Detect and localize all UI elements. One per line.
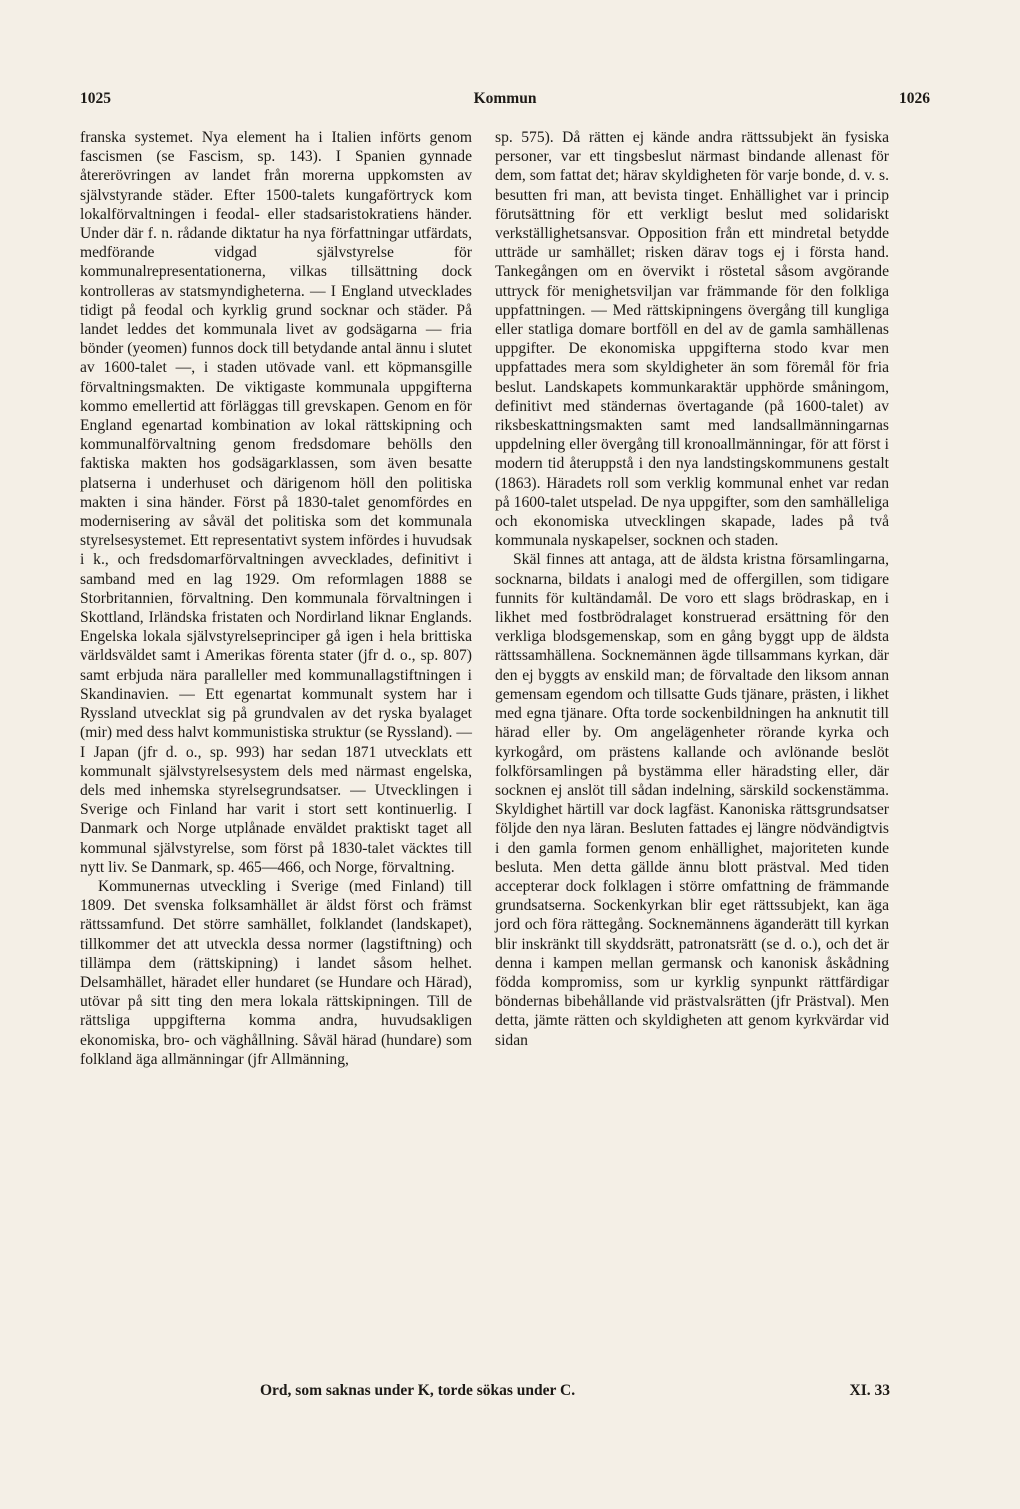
running-title: Kommun [473, 90, 537, 107]
page-number-left: 1025 [80, 90, 111, 107]
right-paragraph-1: sp. 575). Då rätten ej kände andra rättssubjekt än fysiska personer, var ett tingsbeslut närmast bindande allenast för dem, som fattat det; härav skyldigheten för varje bonde, d. v. s. besutten fri man, att bevista tinget. Enhällighet var i princip förutsättning för ett verkligt beslut med solidariskt verkställighetsansvar. Opposition från ett mindretal betydde utträde ur samhället; risken därav togs ej i första hand. Tankegången om en övervikt i röstetal såsom avgörande uttryck för menighetsviljan var främmande för den folkliga uppfattningen. — Med rättskipningens övergång till kungliga eller statliga domare bortföll en del av de gamla samhällenas uppgifter. De ekonomiska uppgifterna stodo kvar men uppfattades mera som skyldigheter än som föremål för fria beslut. Landskapets kommunkaraktär upphörde småningom, definitivt med ständernas övertagande (på 1600-talet) av riksbeskattningsmakten samt med landsallmänningarnas uppdelning eller övergång till kronoallmänningar, för att först i modern tid återuppstå i den nya landstingskommunens gestalt (1863). Häradets roll som verklig kommunal enhet var redan på 1600-talet utspelad. De nya uppgifter, som den samhälleliga och ekonomiska utvecklingen skapade, lades på två kommunala nyskapelser, socknen och staden. [495, 129, 889, 550]
right-column [495, 128, 889, 1050]
page-header [80, 90, 930, 112]
page-footer [260, 1382, 890, 1404]
signature-mark: XI. 33 [849, 1382, 890, 1399]
left-paragraph-1: franska systemet. Nya element ha i Italien införts genom fascismen (se Fascism, sp. 143). I Spanien gynnade återerövringen av landet från morerna uppkomsten av självstyrande städer. Efter 1500-talets kungaförtryck kom lokalförvaltningen i feodal- eller stadsaristokratiens händer. Under där f. n. rådande diktatur ha nya författningar utfärdats, medförande vidgad självstyrelse för kommunalrepresentationerna, vilkas tillsättning dock kontrolleras av statsmyndigheterna. — I England utvecklades tidigt på feodal och kyrklig grund socknar och städer. På landet leddes det kommunala livet av godsägarna — fria bönder (yeomen) funnos dock till betydande antal ännu i slutet av 1600-talet —, i staden utövade vanl. ett köpmansgille förvaltningsmakten. De viktigaste kommunala uppgifterna kommo emellertid att förläggas till grevskapen. Genom en för England egenartad kombination av lokal rättskipning och kommunalförvaltning genom fredsdomare behölls den faktiska makten hos godsägarklassen, som även besatte platserna i underhuset och därigenom höll den politiska makten i sina händer. Först på 1830-talet genomfördes en modernisering av såväl det politiska som det kommunala styrelsesystemet. Ett representativt system infördes i huvudsak i k., och fredsdomarförvaltningen avvecklades, definitivt i samband med en lag 1929. Om reformlagen 1888 se Storbritannien, förvaltning. Den kommunala förvaltningen i Skottland, Irländska fristaten och Nordirland liknar Englands. Engelska lokala självstyrelseprinciper gå igen i hela brittiska världsväldet samt i Amerikas förenta stater (jfr d. o., sp. 807) samt erbjuda nära paralleller med kommunallagstiftningen i Skandinavien. — Ett egenartat kommunalt system har i Ryssland utvecklat sig på grundvalen av det ryska byalaget (mir) med dess halvt kommunistiska struktur (se Ryssland). — I Japan (jfr d. o., sp. 993) har sedan 1871 utvecklats ett kommunalt självstyrelsesystem dels med närmast engelska, dels med inhemska styrelsegrundsatser. — Utvecklingen i Sverige och Finland har varit i stort sett kontinuerlig. I Danmark och Norge utplånade enväldet praktiskt taget all kommunal självstyrelse, som först på 1830-talet väcktes till nytt liv. Se Danmark, sp. 465—466, och Norge, förvaltning. [80, 129, 472, 876]
footer-note: Ord, som saknas under K, torde sökas under C. [260, 1382, 576, 1399]
left-paragraph-2: Kommunernas utveckling i Sverige (med Finland) till 1809. Det svenska folksamhället är äldst först och främst rättssamfund. Det större samhället, folklandet (landskapet), tillkommer det att utveckla dessa normer (lagstiftning) och tillämpa dem (rättskipning) i landet såsom helhet. Delsamhället, häradet eller hundaret (se Hundare och Härad), utövar på sitt ting den mera lokala rättskipningen. Till de rättsliga uppgifterna komma andra, huvudsakligen ekonomiska, bro- och väghållning. Såväl härad (hundare) som folkland äga allmänningar (jfr Allmänning, [80, 877, 472, 1068]
page-number-right: 1026 [899, 90, 930, 107]
left-column [80, 128, 472, 1069]
right-paragraph-2: Skäl finnes att antaga, att de äldsta kristna församlingarna, socknarna, bildats i analogi med de offergillen, som tidigare funnits för kultändamål. De voro ett slags brödraskap, en i likhet med fostbrödralaget konstruerad ersättning för den verkliga blodsgemenskap, som en gång byggt upp de äldsta rättssamhällena. Socknemännen ägde tillsammans kyrkan, där den ej byggts av enskild man; de förvaltade den liksom annan gemensam egendom och tillsatte Guds tjänare, prästen, i likhet med egna tjänare. Ofta torde sockenbildningen ha anknutit till härad eller by. Om angelägenheter rörande kyrka och kyrkogård, om prästens kallande och avlönande beslöt folkförsamlingen på bystämma eller häradsting eller, där socknen ej anslöt till sådan indelning, särskild sockenstämma. Skyldighet härtill var dock lagfäst. Kanoniska rättsgrundsatser följde den nya läran. Besluten fattades ej längre nödvändigtvis i den gamla formen genom enhällighet, majoriteten kunde besluta. Men detta gällde ännu blott prästval. Med tiden accepterar dock folklagen i större omfattning de främmande grundsatserna. Sockenkyrkan blir eget rättssubjekt, kan äga jord och föra rättegång. Socknemännens äganderätt till kyrkan blir inskränkt till skyddsrätt, patronatsrätt (se d. o.), och det är denna i kampen mellan germansk och kanonisk åskådning födda kompromiss, som ur kyrklig synpunkt rättfärdigar böndernas bibehållande vid prästvalsrätten (jfr Prästval). Men detta, jämte rätten och skyldigheten att genom kyrkvärdar vid sidan [495, 551, 889, 1049]
